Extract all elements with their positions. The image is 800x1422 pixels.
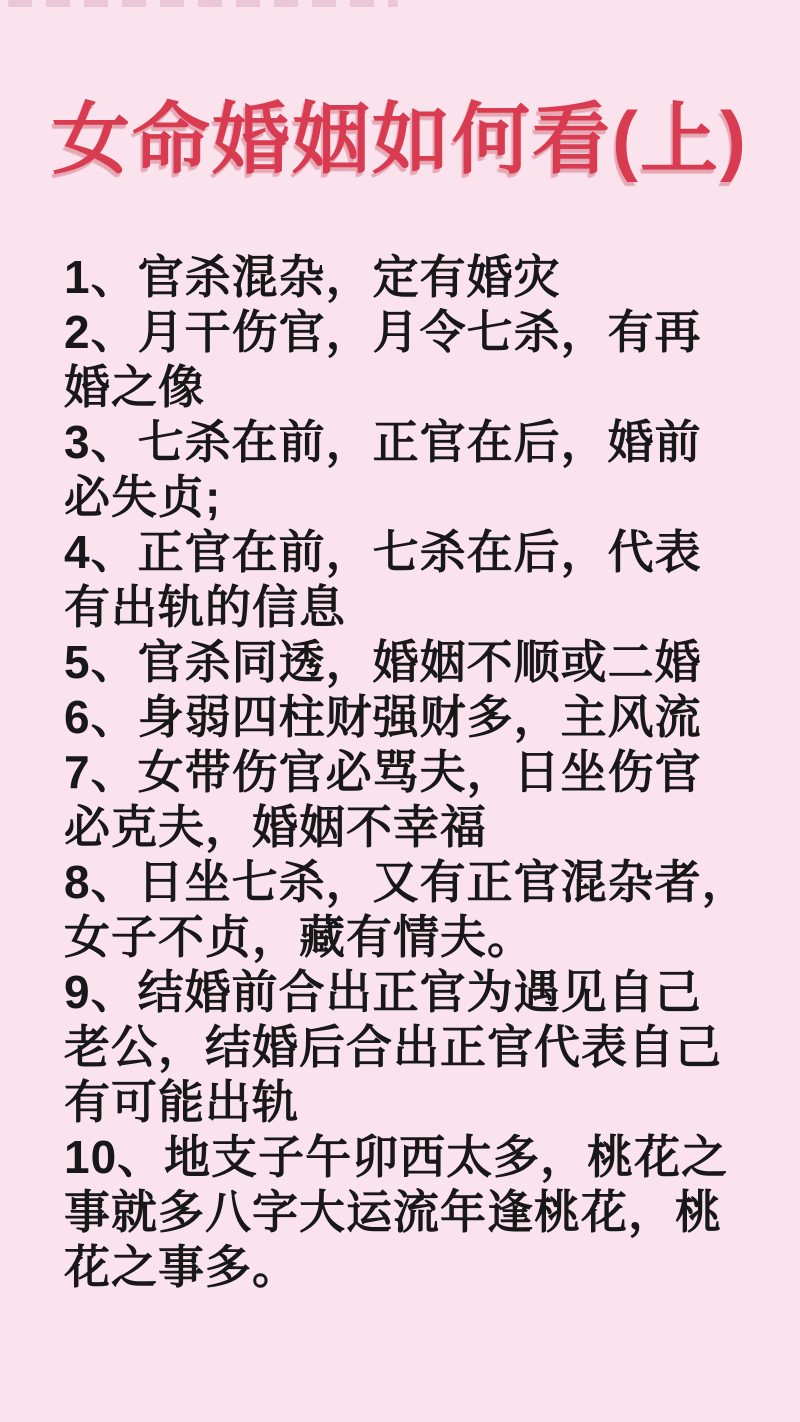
rule-line: 2、月干伤官，月令七杀，有再 [64,306,702,358]
rule-line: 有可能出轨 [64,1076,299,1128]
rule-line: 7、女带伤官必骂夫，日坐伤官 [64,746,702,798]
rule-line: 3、七杀在前，正官在后，婚前 [64,416,702,468]
rule-line: 必失贞; [64,471,222,523]
page-title: 女命婚姻如何看(上) [52,95,748,183]
rule-line: 花之事多。 [64,1241,299,1293]
rule-line: 女子不贞，藏有情夫。 [64,911,534,963]
rule-line: 事就多八字大运流年逢桃花，桃 [64,1186,722,1238]
rule-line: 1、官杀混杂，定有婚灾 [64,251,561,303]
rule-line: 9、结婚前合出正官为遇见自己 [64,966,702,1018]
rule-line: 5、官杀同透，婚姻不顺或二婚 [64,636,702,688]
top-edge-artifact [8,0,398,7]
rule-line: 4、正官在前，七杀在后，代表 [64,526,702,578]
rule-line: 婚之像 [64,361,205,413]
rule-line: 8、日坐七杀，又有正官混杂者， [64,856,749,908]
rules-list [64,250,764,1295]
rule-line: 必克夫，婚姻不幸福 [64,801,487,853]
rule-line: 有出轨的信息 [64,581,346,633]
rule-line: 6、身弱四柱财强财多，主风流 [64,691,702,743]
rule-line: 老公，结婚后合出正官代表自己 [64,1021,722,1073]
rule-line: 10、地支子午卯西太多，桃花之 [64,1131,729,1183]
